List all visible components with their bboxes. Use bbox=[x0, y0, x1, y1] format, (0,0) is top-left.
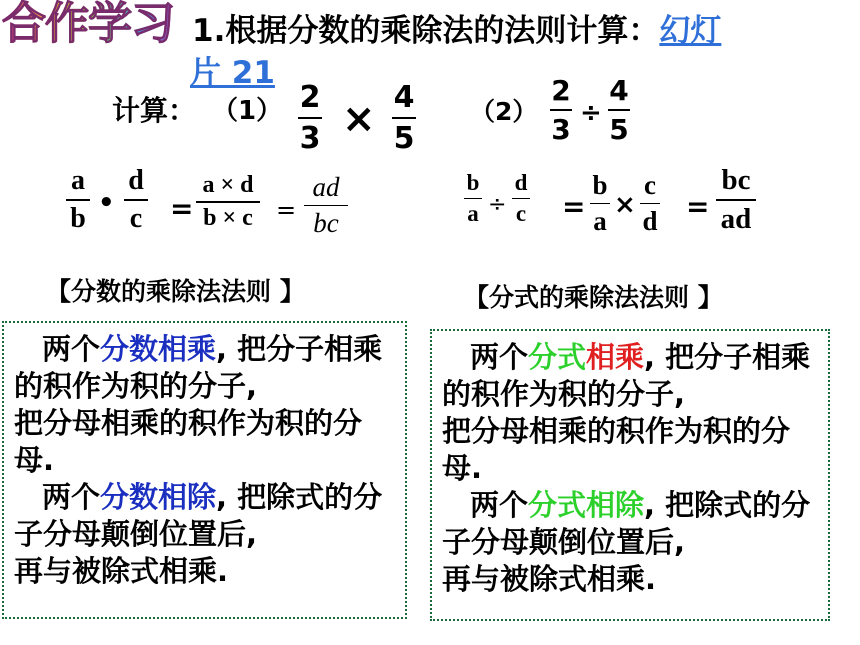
right-rule-title: 【分式的乘除法法则 】 bbox=[464, 283, 723, 312]
right-equals-1: = bbox=[562, 190, 586, 223]
part1-fraction-a: $\frac{2}{3}$ bbox=[299, 80, 321, 156]
fraction-rule-box bbox=[2, 321, 407, 619]
heading bbox=[192, 12, 721, 51]
part1-fraction-b: $\frac{4}{5}$ bbox=[393, 80, 415, 156]
heading-number: 1. bbox=[192, 13, 226, 49]
right-rule-multiply-2: 把分母相乘的积作为积的分母. bbox=[442, 414, 791, 485]
part2-fraction-a: $\frac{2}{3}$ bbox=[551, 74, 571, 146]
part2-label: （2） bbox=[470, 97, 538, 126]
left-rule-title: 【分数的乘除法法则 】 bbox=[46, 277, 305, 306]
right-divide-symbol: ÷ bbox=[488, 192, 507, 217]
slide-link-line2[interactable] bbox=[190, 54, 275, 93]
right-rule-divide-2: 再与被除式相乘. bbox=[442, 562, 657, 596]
left-rule-divide: 两个分数相除, 把除式的分子分母颠倒位置后, bbox=[14, 480, 383, 551]
logo-wordart: 合作学习 bbox=[2, 0, 174, 49]
heading-text: 根据分数的乘除法的法则计算： bbox=[225, 13, 660, 49]
right-equals-2: = bbox=[686, 190, 710, 223]
left-rule-multiply: 两个分数相乘, 把分子相乘的积作为积的分子, bbox=[14, 332, 383, 403]
divide-symbol: ÷ bbox=[580, 98, 602, 128]
left-frac-d-over-c: $\frac{d}{c}$ bbox=[124, 165, 148, 235]
right-frac-b-over-a: $\frac{b}{a}$ bbox=[464, 170, 482, 227]
left-frac-ad-bc: $\frac{ad}{bc}$ bbox=[304, 172, 348, 239]
dot-symbol: • bbox=[98, 188, 115, 218]
right-rule-divide: 两个分式相除, 把除式的分子分母颠倒位置后, bbox=[442, 488, 811, 559]
right-times-symbol: × bbox=[614, 190, 636, 220]
right-rule-multiply: 两个分式相乘, 把分子相乘的积作为积的分子, bbox=[442, 340, 811, 411]
left-frac-axd: $\frac{a \times d}{b \times c}$ bbox=[196, 172, 260, 232]
algebraic-fraction-rule-box bbox=[430, 329, 830, 621]
left-frac-a-over-b: $\frac{a}{b}$ bbox=[66, 165, 90, 235]
right-frac-b-over-a-2: $\frac{b}{a}$ bbox=[590, 170, 610, 237]
problem-label: 计算： bbox=[112, 94, 197, 127]
equals-2: = bbox=[276, 196, 297, 224]
equals-1: = bbox=[170, 192, 194, 225]
right-frac-c-over-d: $\frac{c}{d}$ bbox=[640, 170, 660, 237]
times-symbol: × bbox=[342, 96, 376, 142]
slide-link[interactable]: 幻灯 bbox=[659, 13, 722, 49]
slide-link-text[interactable]: 片 21 bbox=[190, 55, 275, 91]
right-frac-d-over-c: $\frac{d}{c}$ bbox=[512, 170, 530, 227]
left-rule-divide-2: 再与被除式相乘. bbox=[14, 554, 229, 588]
part1-label: （1） bbox=[212, 96, 283, 126]
left-rule-multiply-2: 把分母相乘的积作为积的分母. bbox=[14, 406, 363, 477]
part2-fraction-b: $\frac{4}{5}$ bbox=[609, 74, 629, 146]
right-frac-bc-ad: $\frac{bc}{ad}$ bbox=[716, 164, 756, 236]
